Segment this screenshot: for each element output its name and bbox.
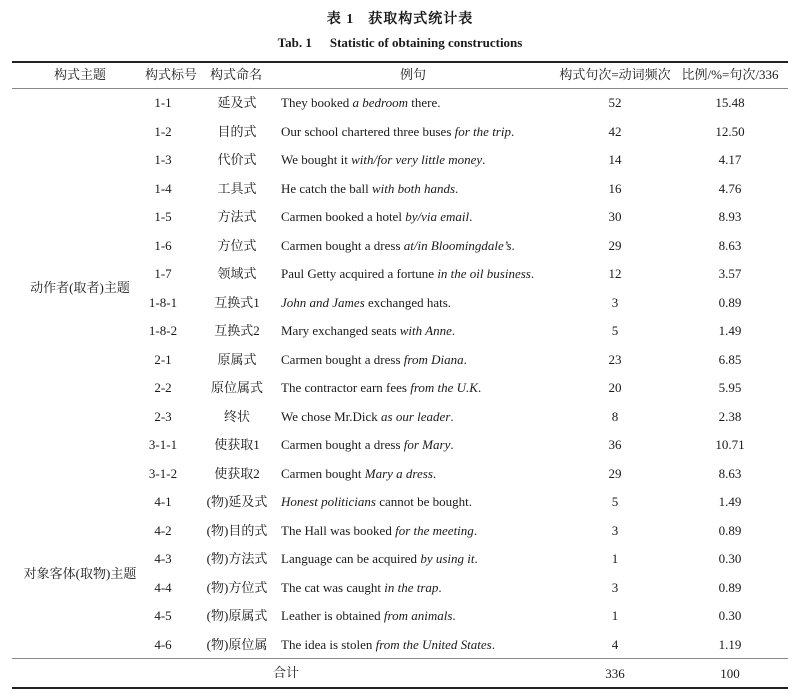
sentence-plain-end: cannot be bought. — [375, 494, 473, 509]
sentence-count: 29 — [608, 237, 622, 253]
ratio-percent: 3.57 — [718, 266, 742, 281]
sentence-plain-end: . — [450, 437, 454, 452]
total-ratio: 100 — [720, 666, 740, 681]
construction-name: (物)目的式 — [206, 522, 268, 538]
sentence-count: 12 — [608, 266, 622, 281]
construction-name: 方位式 — [217, 237, 257, 253]
header-code: 构式标号 — [144, 67, 198, 82]
sentence-italic: for Mary — [403, 437, 451, 452]
sentence-count: 30 — [608, 209, 622, 224]
ratio-percent: 6.85 — [718, 351, 742, 367]
construction-code: 2-3 — [154, 408, 172, 424]
sentence-plain-end: . — [473, 522, 478, 538]
sentence-plain-start: The idea is stolen — [281, 636, 376, 652]
ratio-percent: 0.89 — [718, 522, 742, 538]
sentence-italic: at/in Bloomingdale’s — [403, 237, 512, 253]
sentence-count: 3 — [611, 579, 619, 595]
example-sentence — [281, 295, 451, 311]
sentence-plain-end: exchanged hats. — [364, 294, 452, 310]
ratio-percent: 0.30 — [718, 551, 742, 566]
total-count: 336 — [605, 666, 625, 681]
sentence-count: 20 — [608, 380, 622, 395]
construction-name: 终状 — [223, 408, 251, 424]
sentence-italic: for the meeting — [395, 522, 474, 538]
sentence-plain-start: Language can be acquired — [281, 551, 421, 566]
construction-code: 3-1-2 — [148, 465, 178, 481]
example-sentence — [281, 238, 515, 254]
construction-name: 延及式 — [217, 95, 257, 110]
sentence-plain-start: Carmen bought a dress — [281, 437, 404, 452]
sentence-plain-end: . — [432, 465, 437, 481]
construction-name: 方法式 — [217, 209, 257, 224]
sentence-plain-end: . — [452, 608, 456, 623]
ratio-percent: 10.71 — [715, 437, 745, 452]
ratio-percent: 1.49 — [718, 323, 742, 338]
sentence-count: 36 — [608, 437, 622, 452]
sentence-italic: in the trap — [384, 579, 439, 595]
construction-name: 互换式2 — [214, 323, 260, 338]
header-sentence: 例句 — [399, 67, 427, 82]
ratio-percent: 8.63 — [718, 465, 742, 481]
construction-name: (物)原属式 — [206, 608, 268, 623]
construction-code: 1-1 — [154, 95, 172, 110]
sentence-count: 16 — [608, 180, 622, 196]
sentence-plain-end: . — [530, 266, 535, 281]
sentence-plain-end: . — [451, 323, 456, 338]
example-sentence — [281, 352, 467, 368]
construction-name: 原位属式 — [210, 380, 264, 395]
header-ratio: 比例/%=句次/336 — [681, 67, 779, 82]
construction-code: 4-3 — [154, 551, 172, 566]
sentence-count: 1 — [611, 551, 619, 566]
table-number-cn: 表 1 — [326, 12, 355, 27]
construction-code: 3-1-1 — [148, 437, 178, 452]
construction-name: (物)方法式 — [206, 551, 268, 566]
sentence-plain-start: Paul Getty acquired a fortune — [281, 266, 438, 281]
table-top-rule — [12, 61, 788, 63]
example-sentence — [281, 209, 472, 225]
total-label: 合计 — [272, 665, 300, 680]
sentence-plain-end: . — [463, 351, 467, 367]
sentence-plain-start: The Hall was booked — [281, 522, 396, 538]
sentence-italic: with both hands — [371, 180, 456, 196]
construction-code: 4-5 — [154, 608, 172, 623]
sentence-plain-end: . — [482, 152, 486, 167]
example-sentence — [281, 266, 534, 282]
sentence-plain-end: . — [477, 380, 482, 395]
header-count: 构式句次=动词频次 — [559, 67, 671, 82]
construction-code: 1-2 — [154, 123, 172, 139]
construction-code: 2-2 — [154, 380, 172, 395]
sentence-plain-start: Carmen booked a hotel — [281, 209, 406, 224]
sentence-count: 5 — [611, 494, 619, 509]
table-title-en: Statistic of obtaining constructions — [329, 35, 523, 50]
ratio-percent: 0.89 — [718, 294, 742, 310]
sentence-italic: from Diana — [403, 351, 464, 367]
sentence-count: 5 — [611, 323, 619, 338]
construction-name: (物)原位属 — [206, 636, 268, 652]
example-sentence — [281, 551, 478, 567]
sentence-count: 4 — [611, 636, 619, 652]
construction-name: (物)方位式 — [206, 579, 268, 595]
sentence-italic: by/via email — [405, 209, 470, 224]
example-sentence — [281, 523, 477, 539]
sentence-plain-end: . — [474, 551, 478, 566]
sentence-italic: from the U.K — [410, 380, 478, 395]
ratio-percent: 4.17 — [718, 152, 742, 167]
group-label-object: 对象客体(取物)主题 — [23, 566, 137, 581]
header-rule — [12, 88, 788, 89]
ratio-percent: 4.76 — [718, 180, 742, 196]
header-theme: 构式主题 — [53, 67, 107, 82]
sentence-italic: in the oil business — [437, 266, 531, 281]
construction-code: 1-6 — [154, 237, 172, 253]
construction-code: 1-8-1 — [148, 294, 178, 310]
sentence-plain-start: Carmen bought a dress — [281, 237, 404, 253]
construction-name: 使获取1 — [214, 437, 260, 452]
sentence-count: 23 — [608, 351, 622, 367]
example-sentence — [281, 380, 481, 396]
ratio-percent: 0.89 — [718, 579, 742, 595]
construction-name: (物)延及式 — [206, 494, 268, 509]
sentence-plain-start: We chose Mr.Dick — [281, 408, 382, 424]
example-sentence — [281, 323, 455, 339]
construction-name: 工具式 — [217, 180, 257, 196]
sentence-italic: Honest politicians — [281, 494, 376, 509]
sentence-italic: with Anne — [399, 323, 452, 338]
sentence-plain-end: . — [510, 123, 515, 139]
example-sentence — [281, 637, 495, 653]
sentence-italic: as our leader — [381, 408, 451, 424]
sentence-count: 52 — [608, 95, 622, 110]
sentence-count: 8 — [611, 408, 619, 424]
table-caption-cn — [0, 8, 800, 28]
construction-code: 1-8-2 — [148, 323, 178, 338]
ratio-percent: 2.38 — [718, 408, 742, 424]
sentence-italic: John and James — [281, 294, 365, 310]
sentence-count: 3 — [611, 294, 619, 310]
example-sentence — [281, 124, 514, 140]
sentence-italic: for the trip — [454, 123, 511, 139]
sentence-italic: with/for very little money — [351, 152, 483, 167]
ratio-percent: 0.30 — [718, 608, 742, 623]
example-sentence — [281, 580, 442, 596]
ratio-percent: 8.93 — [718, 209, 742, 224]
sentence-plain-start: We bought it — [281, 152, 352, 167]
sentence-count: 1 — [611, 608, 619, 623]
example-sentence — [281, 608, 456, 624]
sentence-plain-end: . — [450, 408, 454, 424]
construction-code: 1-4 — [154, 180, 172, 196]
sentence-plain-start: The contractor earn fees — [281, 380, 411, 395]
sentence-italic: from animals — [383, 608, 453, 623]
ratio-percent: 1.49 — [718, 494, 742, 509]
sentence-plain-start: Our school chartered three buses — [281, 123, 455, 139]
sentence-plain-start: They booked — [281, 95, 353, 110]
example-sentence — [281, 409, 454, 425]
example-sentence — [281, 181, 458, 197]
construction-name: 使获取2 — [214, 465, 260, 481]
sentence-italic: by using it — [420, 551, 475, 566]
ratio-percent: 8.63 — [718, 237, 742, 253]
group-label-agent: 动作者(取者)主题 — [30, 280, 130, 295]
ratio-percent: 12.50 — [715, 123, 745, 139]
construction-name: 互换式1 — [214, 294, 260, 310]
construction-code: 1-3 — [154, 152, 172, 167]
example-sentence — [281, 466, 436, 482]
header-name: 构式命名 — [209, 67, 263, 82]
construction-code: 1-5 — [154, 209, 172, 224]
construction-name: 代价式 — [217, 152, 257, 167]
total-rule — [12, 658, 788, 659]
example-sentence — [281, 152, 485, 168]
construction-name: 领域式 — [217, 266, 257, 281]
sentence-count: 14 — [608, 152, 622, 167]
construction-code: 4-2 — [154, 522, 172, 538]
construction-name: 目的式 — [217, 123, 257, 139]
sentence-plain-end: . — [469, 209, 473, 224]
sentence-plain-start: The cat was caught — [281, 579, 385, 595]
sentence-plain-start: Carmen bought a dress — [281, 351, 404, 367]
sentence-plain-end: . — [455, 180, 459, 196]
sentence-plain-end: . — [438, 579, 442, 595]
table-title-cn: 获取构式统计表 — [368, 12, 474, 27]
sentence-italic: Mary a dress — [364, 465, 433, 481]
sentence-plain-end: there. — [407, 95, 441, 110]
sentence-italic: a bedroom — [352, 95, 408, 110]
sentence-plain-end: . — [491, 636, 495, 652]
ratio-percent: 15.48 — [715, 95, 745, 110]
ratio-percent: 5.95 — [718, 380, 742, 395]
sentence-count: 3 — [611, 522, 619, 538]
table-caption-en — [0, 35, 800, 51]
table-bottom-rule — [12, 687, 788, 689]
example-sentence — [281, 95, 440, 111]
construction-code: 4-4 — [154, 579, 172, 595]
construction-code: 1-7 — [154, 266, 172, 281]
construction-name: 原属式 — [217, 351, 257, 367]
construction-code: 4-6 — [154, 636, 172, 652]
construction-code: 2-1 — [154, 351, 172, 367]
sentence-plain-start: Leather is obtained — [281, 608, 384, 623]
construction-code: 4-1 — [154, 494, 172, 509]
table-number-en: Tab. 1 — [277, 35, 312, 50]
sentence-plain-start: He catch the ball — [281, 180, 372, 196]
sentence-plain-end: . — [511, 237, 515, 253]
example-sentence — [281, 494, 472, 510]
sentence-plain-start: Carmen bought — [281, 465, 365, 481]
sentence-italic: from the United States — [375, 636, 492, 652]
example-sentence — [281, 437, 454, 453]
sentence-count: 29 — [608, 465, 622, 481]
ratio-percent: 1.19 — [718, 636, 742, 652]
sentence-count: 42 — [608, 123, 622, 139]
sentence-plain-start: Mary exchanged seats — [281, 323, 400, 338]
